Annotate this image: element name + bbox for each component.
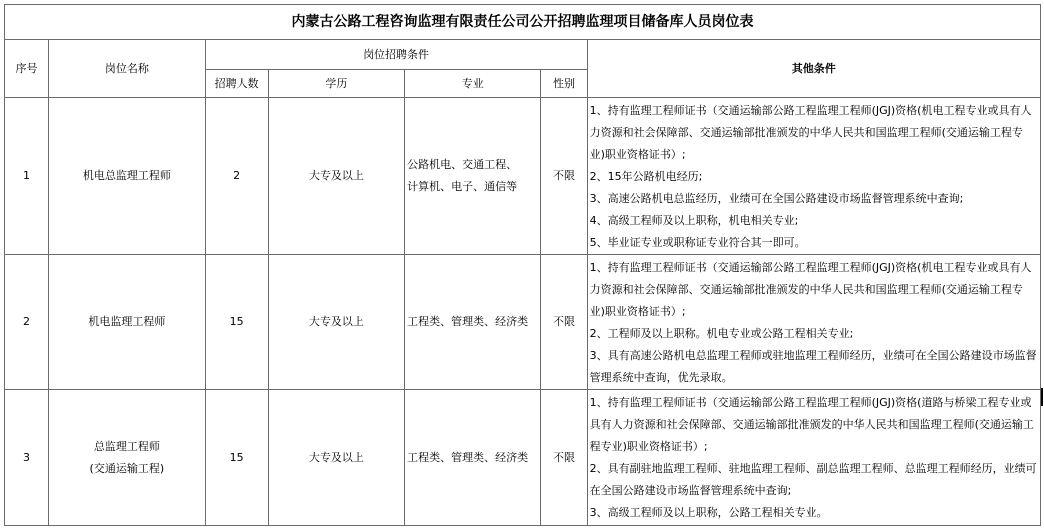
position-table (4, 4, 1041, 526)
cell-gender: 不限 (541, 255, 587, 390)
cell-other-conditions (587, 390, 1040, 526)
position-line: 机电监理工程师 (88, 315, 166, 328)
major-line: 计算机、电子、通信等 (407, 180, 518, 193)
cell-other-conditions (587, 98, 1040, 255)
condition-line: 4、高级工程师及以上职称，机电相关专业; (589, 214, 799, 227)
header-education: 学历 (268, 70, 404, 98)
cell-count: 15 (205, 255, 268, 390)
major-line: 工程类、管理类、经济类 (407, 450, 529, 464)
cell-gender: 不限 (541, 98, 587, 255)
cell-other-conditions (587, 255, 1040, 390)
position-line: 总监理工程师 (93, 439, 160, 453)
cell-major (405, 255, 541, 390)
table-row (5, 98, 1041, 255)
condition-line: 1、持有监理工程师证书（交通运输部公路工程监理工程师(JGJ)资格(机电工程专业或具有人力资源和社会保障部、交通运输部批准颁发的中华人民共和国监理工程师(交通运输工程专业)职业资格证书）; (589, 261, 1032, 318)
table-row (5, 390, 1041, 526)
cell-education: 大专及以上 (268, 98, 404, 255)
header-gender: 性别 (541, 70, 587, 98)
condition-line: 3、高级工程师及以上职称，公路工程相关专业。 (589, 506, 828, 519)
header-major: 专业 (405, 70, 541, 98)
cell-education: 大专及以上 (268, 255, 404, 390)
position-line: (交通运输工程) (89, 461, 165, 475)
condition-line: 2、具有副驻地监理工程师、驻地监理工程师、副总监理工程师、总监理工程师经历，业绩可在全国公路建设市场监督管理系统中查询; (589, 462, 1037, 497)
condition-line: 1、持有监理工程师证书（交通运输部公路工程监理工程师(JGJ)资格(机电工程专业或具有人力资源和社会保障部、交通运输部批准颁发的中华人民共和国监理工程师(交通运输工程专业)职业资格证书）; (589, 104, 1032, 161)
condition-line: 1、持有监理工程师证书（交通运输部公路工程监理工程师(JGJ)资格(道路与桥梁工程专业或具有人力资源和社会保障部、交通运输部批准颁发的中华人民共和国监理工程师(交通运输工程专业)职业资格证书）; (589, 396, 1034, 453)
position-line: 机电总监理工程师 (82, 169, 171, 182)
header-position: 岗位名称 (49, 40, 205, 98)
condition-line: 3、具有高速公路机电总监理工程师或驻地监理工程师经历，业绩可在全国公路建设市场监督管理系统中查询，优先录取。 (589, 349, 1037, 384)
cell-no: 1 (5, 98, 49, 255)
header-other-conditions: 其他条件 (587, 40, 1040, 98)
condition-line: 3、高速公路机电总监经历，业绩可在全国公路建设市场监督管理系统中查询; (589, 192, 964, 205)
header-count: 招聘人数 (205, 70, 268, 98)
condition-line: 2、15年公路机电经历; (589, 170, 703, 183)
condition-line: 2、工程师及以上职称。机电专业或公路工程相关专业; (589, 327, 854, 340)
cell-cursor-mark (1041, 388, 1043, 406)
major-line: 工程类、管理类、经济类 (407, 315, 529, 328)
table-title: 内蒙古公路工程咨询监理有限责任公司公开招聘监理项目储备库人员岗位表 (5, 5, 1041, 40)
cell-no: 2 (5, 255, 49, 390)
cell-count: 15 (205, 390, 268, 526)
cell-education: 大专及以上 (268, 390, 404, 526)
cell-position (49, 255, 205, 390)
header-no: 序号 (5, 40, 49, 98)
cell-major (405, 390, 541, 526)
header-conditions-group: 岗位招聘条件 (205, 40, 587, 70)
cell-gender: 不限 (541, 390, 587, 526)
major-line: 公路机电、交通工程、 (407, 158, 518, 171)
cell-count: 2 (205, 98, 268, 255)
cell-no: 3 (5, 390, 49, 526)
table-row (5, 255, 1041, 390)
cell-major (405, 98, 541, 255)
cell-position (49, 98, 205, 255)
condition-line: 5、毕业证专业或职称证专业符合其一即可。 (589, 236, 806, 249)
cell-position (49, 390, 205, 526)
